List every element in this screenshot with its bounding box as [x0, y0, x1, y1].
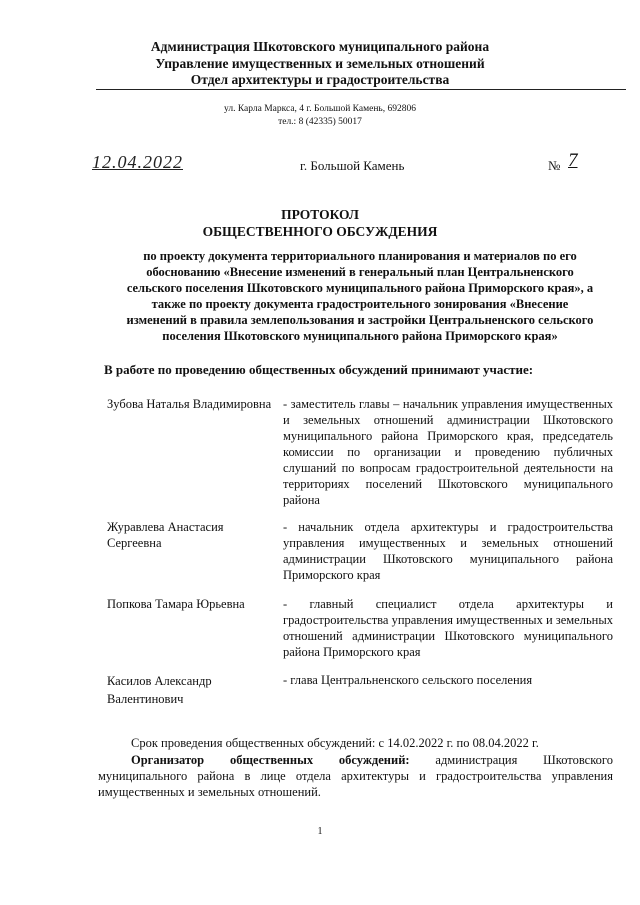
participant-role: - глава Центральненского сельского поселения [283, 673, 533, 687]
discussion-period: Срок проведения общественных обсуждений: с 14.02.2022 г. по 08.04.2022 г. [131, 736, 539, 750]
organizer-paragraph [98, 752, 613, 800]
document-subtitle: ОБЩЕСТВЕННОГО ОБСУЖДЕНИЯ [202, 224, 438, 239]
participant-name: Попкова Тамара Юрьевна [107, 597, 245, 611]
document-date: 12.04.2022 [92, 152, 183, 172]
participant-role: - начальник отдела архитектуры и градостроительства управления имущественных и земельных отношений администрации Шкотовского муниципального района Приморского края [283, 520, 613, 582]
document-title: ПРОТОКОЛ [281, 207, 359, 222]
header-line-department: Управление имущественных и земельных отношений [155, 56, 485, 71]
address-street: ул. Карла Маркса, 4 г. Большой Камень, 692806 [224, 104, 416, 114]
document-city: г. Большой Камень [300, 158, 405, 173]
document-number-label: № [548, 158, 561, 173]
participants-intro: В работе по проведению общественных обсуждений принимают участие: [104, 362, 534, 377]
header-divider [96, 89, 626, 90]
participant-name: Зубова Наталья Владимировна [107, 397, 272, 411]
organizer-text: администрация Шкотовского муниципального района в лице отдела архитектуры и градостроительства управления имущественных и земельных отношений. [98, 753, 613, 799]
organizer-label: Организатор общественных обсуждений: [131, 753, 410, 767]
participant-role: - главный специалист отдела архитектуры и градостроительства управления имущественных и земельных отношений администрации Шкотовского муниципального района Приморского края [283, 597, 613, 659]
document-number-value: 7 [568, 150, 578, 171]
header-line-administration: Администрация Шкотовского муниципального района [150, 39, 490, 54]
document-subject: по проекту документа территориального планирования и материалов по его обоснованию «Внесение изменений в генеральный план Центральненского сельского поселения Шкотовского муниципального района Приморского края», а также по проекту документа градостроительного зонирования «Внесение изменений в правила землепользования и застройки Центральненского сельского поселения Шкотовского муниципального района Приморского края» [126, 249, 594, 343]
participant-name: Журавлева Анастасия Сергеевна [107, 520, 224, 550]
page-number: 1 [317, 826, 323, 837]
participant-role: - заместитель главы – начальник управления имущественных и земельных отношений администрации Шкотовского муниципального района Приморского края, председатель комиссии по организации и проведению публичных слушаний по вопросам градостроительной деятельности на территориях поселений Шкотовского муниципального района [283, 397, 613, 507]
header-line-division: Отдел архитектуры и градостроительства [190, 72, 450, 87]
participant-name: Касилов Александр Валентинович [107, 674, 212, 706]
address-phone: тел.: 8 (42335) 50017 [278, 117, 362, 127]
